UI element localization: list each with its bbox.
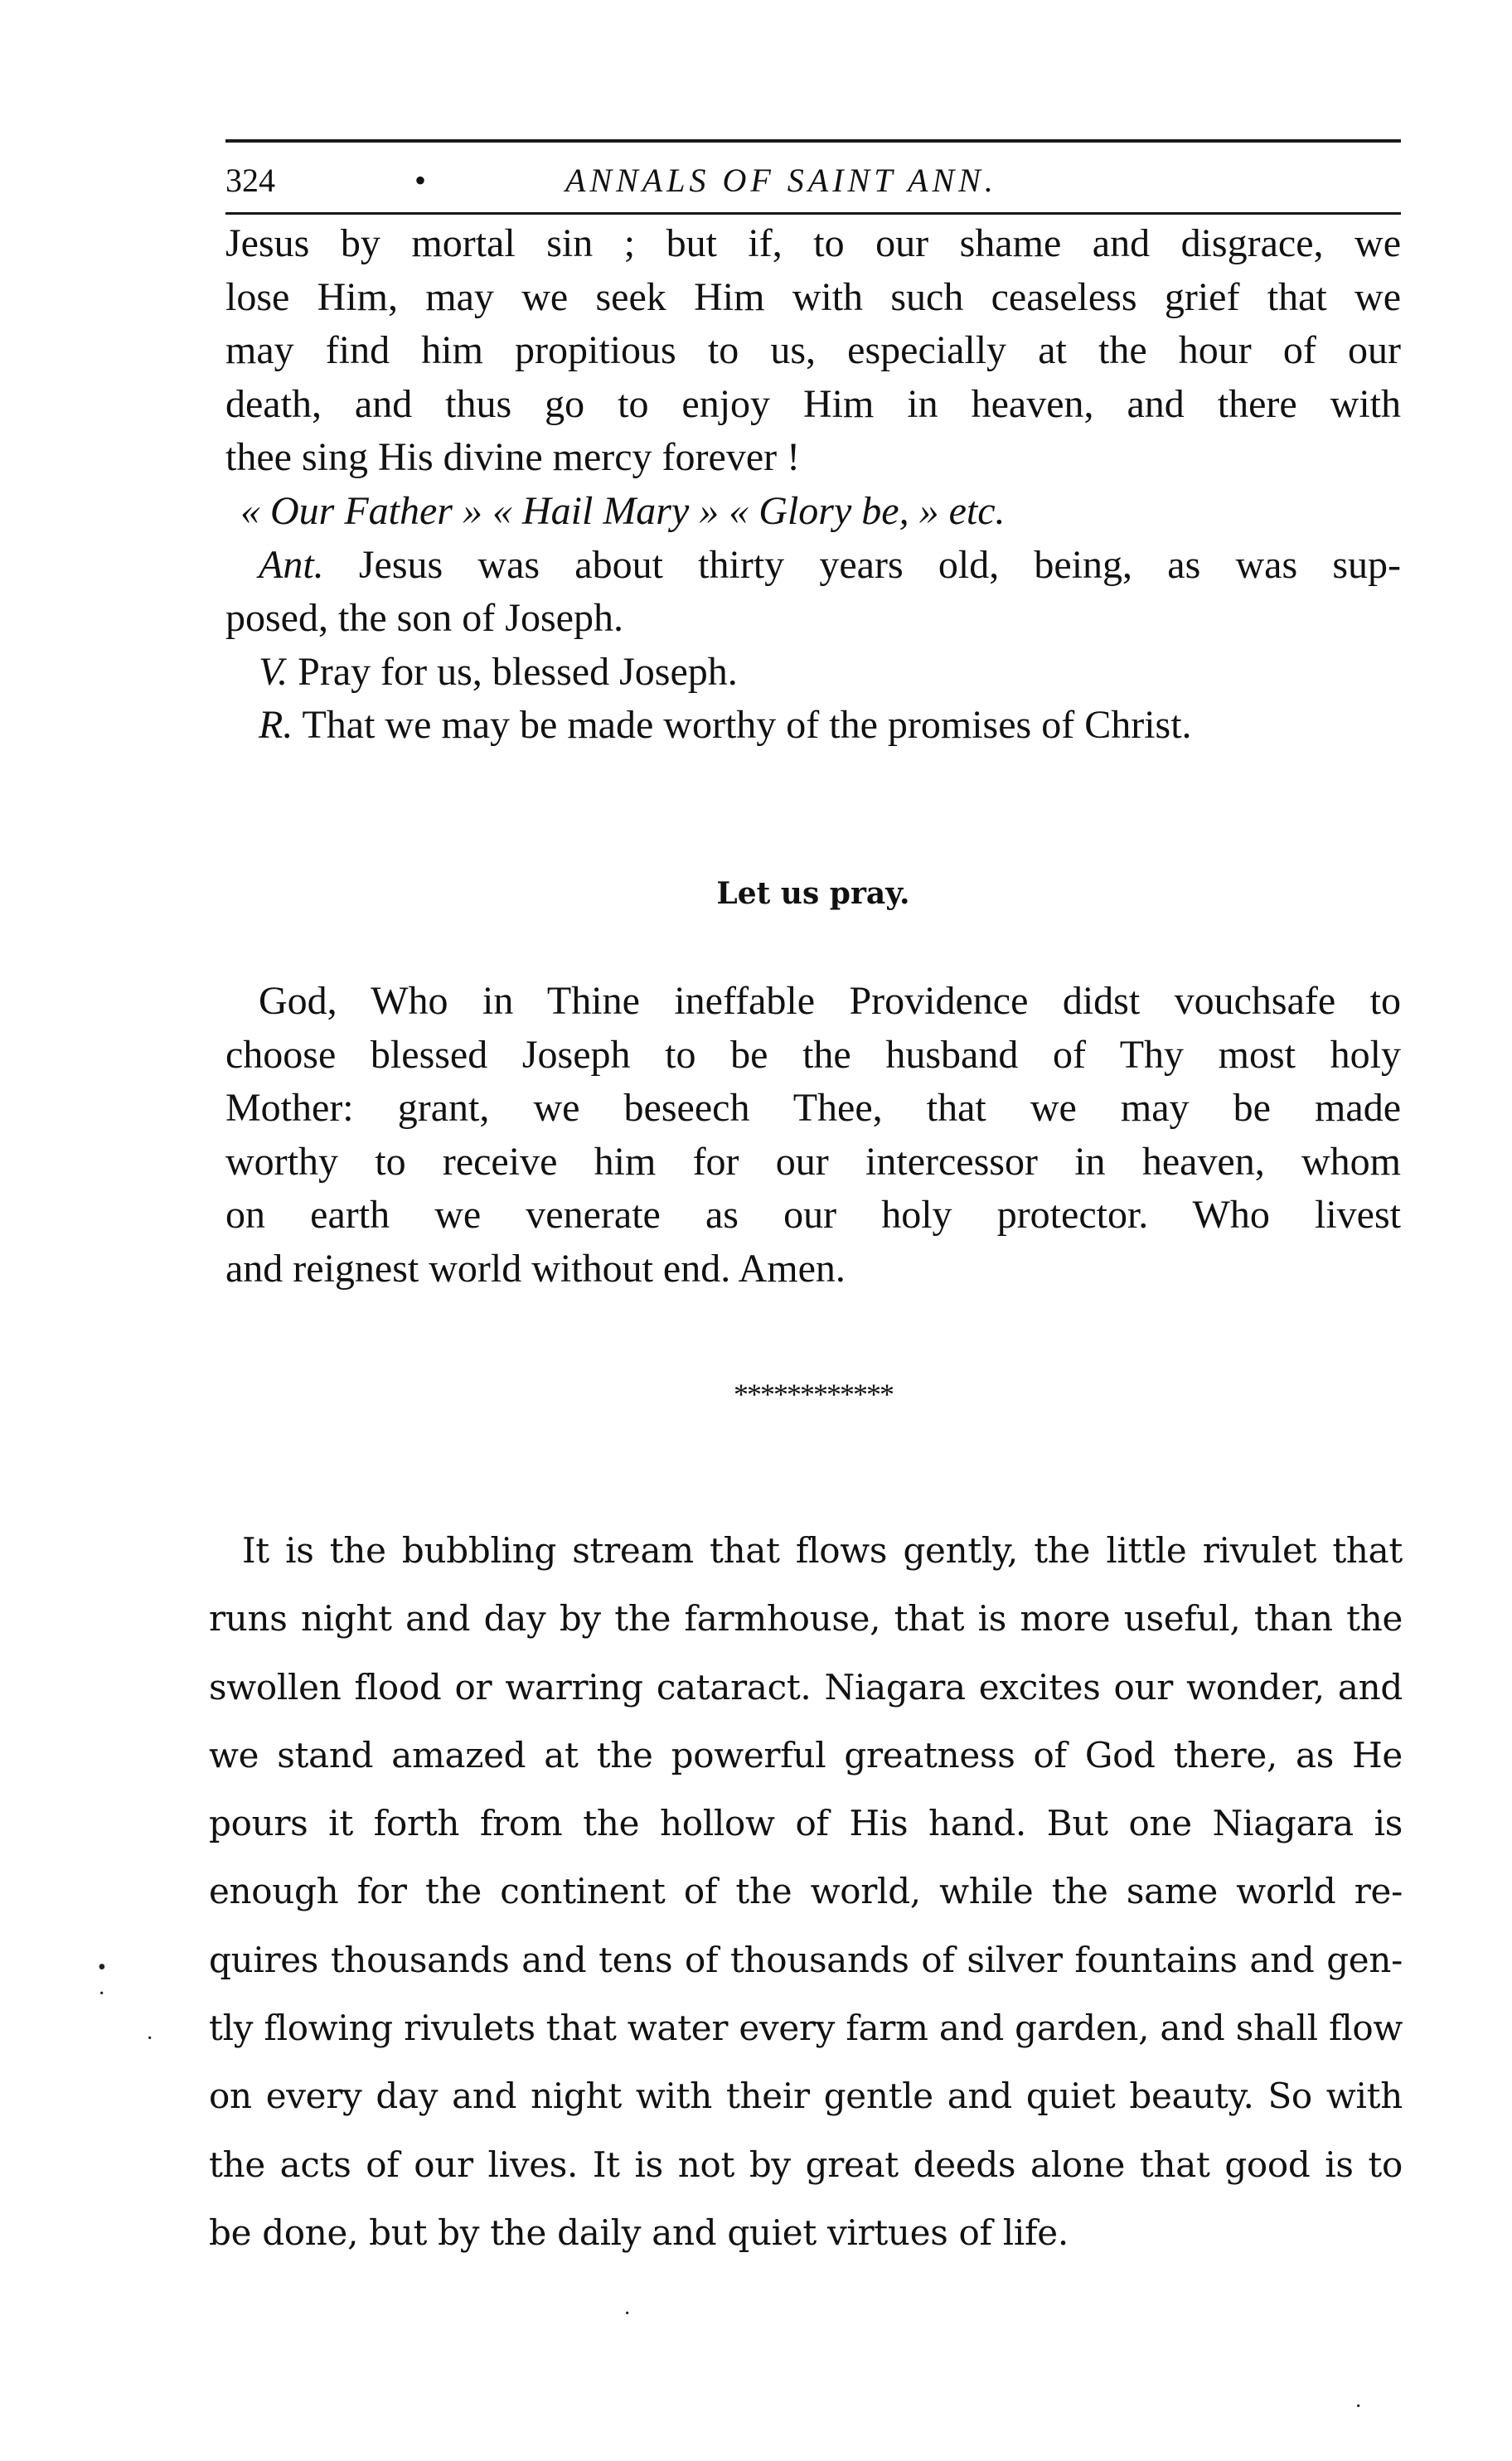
antiphon-line [225,539,1401,593]
text-line: may find him propitious to us, especially at the hour of our [225,328,1401,373]
header-bottom-rule [225,212,1401,215]
invocation-glory-be: « Glory be, » etc. [729,488,1006,533]
prayer-ending-section [225,217,1401,753]
text-line: runs night and day by the farmhouse, that is more useful, than the [209,1598,1403,1640]
page-number: 324 [225,162,275,199]
versicle-label: V. [259,649,288,694]
versicle-line [225,646,1401,700]
text-line: pours it forth from the hollow of His hand. But one Niagara is [209,1803,1403,1844]
text-line: thee sing His divine mercy forever ! [225,435,801,480]
versicle-text: Pray for us, blessed Joseph. [298,649,738,694]
invocation-hail-mary: « Hail Mary » [492,488,720,533]
ink-speck: · [146,2026,154,2052]
running-header [225,156,1401,206]
text-line: lose Him, may we seek Him with such ceaseless grief that we [225,274,1401,319]
response-label: R. [259,703,293,748]
invocations-line [225,485,1401,539]
response-text: That we may be made worthy of the promises of Christ. [302,703,1192,748]
text-line: on every day and night with their gentle and quiet beauty. So with [209,2076,1403,2117]
text-line: on earth we venerate as our holy protector. Who livest [225,1193,1401,1238]
text-line: tly flowing rivulets that water every farm and garden, and shall flow [209,2008,1403,2049]
text-line: death, and thus go to enjoy Him in heaven, and there with [225,381,1401,426]
collect-section [225,975,1401,1296]
text-line: and reignest world without end. Amen. [225,1246,846,1291]
text-line: we stand amazed at the powerful greatness of God there, as He [209,1734,1403,1776]
text-line: worthy to receive him for our intercessor in heaven, whom [225,1139,1401,1184]
text-line: enough for the continent of the world, while the same world re- [209,1871,1403,1912]
text-line: the acts of our lives. It is not by great deeds alone that good is to [209,2144,1403,2185]
response-line [225,699,1401,753]
header-separator: • [414,162,427,199]
antiphon-label: Ant. [259,542,324,587]
reflection-section [209,1517,1403,2267]
prayer-heading: Let us pray. [716,876,910,911]
text-line: choose blessed Joseph to be the husband of Thy most holy [225,1032,1401,1077]
text-line: God, Who in Thine ineffable Providence didst vouchsafe to [259,979,1401,1023]
antiphon-text: Jesus was about thirty years old, being, as was sup- [358,542,1402,587]
text-line: be done, but by the daily and quiet virtues of life. [209,2212,1069,2253]
ink-speck: · [1354,2394,1363,2420]
text-line: Mother: grant, we beseech Thee, that we may be made [225,1086,1401,1131]
section-separator-stars: ************ [734,1378,893,1411]
ink-speck: • [98,1955,106,1980]
text-line: It is the bubbling stream that flows gently, the little rivulet that [242,1530,1403,1571]
invocation-our-father: « Our Father » [240,488,482,533]
text-line: swollen flood or warring cataract. Niagara excites our wonder, and [209,1666,1403,1708]
ink-speck: · [98,1981,106,2007]
text-line: quires thousands and tens of thousands of silver fountains and gen- [209,1939,1403,1980]
text-line: Jesus by mortal sin ; but if, to our shame and disgrace, we [225,221,1401,265]
running-title: ANNALS OF SAINT ANN. [565,162,997,199]
ink-speck: · [623,2301,632,2327]
antiphon-continuation: posed, the son of Joseph. [225,596,623,641]
header-top-rule [225,139,1401,143]
